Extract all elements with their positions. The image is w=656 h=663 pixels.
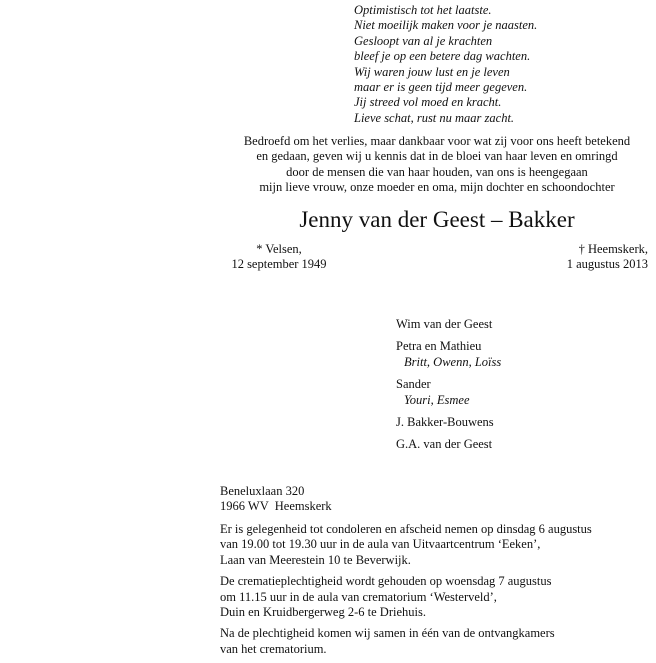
family-entry (396, 339, 501, 370)
notice-line: De crematieplechtigheid wordt gehouden op woensdag 7 augustus (220, 574, 552, 589)
poem-line: Optimistisch tot het laatste. (354, 3, 492, 17)
notice-line: Er is gelegenheid tot condoleren en afscheid nemen op dinsdag 6 augustus (220, 522, 592, 536)
poem-line: Wij waren jouw lust en je leven (354, 64, 510, 79)
announcement-line: en gedaan, geven wij u kennis dat in de bloei van haar leven en omringd (256, 149, 618, 164)
poem (354, 3, 537, 126)
notice-line: om 11.15 uur in de aula van crematorium ‘Westerveld’, (220, 589, 497, 604)
birth-info (229, 242, 329, 273)
poem-line: maar er is geen tijd meer gegeven. (354, 80, 528, 95)
poem-line: Lieve schat, rust nu maar zacht. (354, 110, 515, 125)
announcement-line: door de mensen die van haar houden, van ons is heengegaan (286, 164, 588, 179)
birth-date: 12 september 1949 (231, 257, 327, 272)
funeral-notices (220, 522, 592, 663)
gathering-notice (220, 626, 592, 657)
address-city: 1966 WV Heemskerk (220, 499, 332, 514)
notice-line: van 19.00 tot 19.30 uur in de aula van Uitvaartcentrum ‘Eeken’, (220, 537, 541, 552)
announcement-line: mijn lieve vrouw, onze moeder en oma, mijn dochter en schoondochter (259, 180, 615, 195)
address-street: Beneluxlaan 320 (220, 484, 305, 498)
correspondence-address (220, 484, 332, 515)
poem-line: Gesloopt van al je krachten (354, 33, 493, 48)
death-place: † Heemskerk, (578, 242, 648, 256)
death-info (548, 242, 648, 273)
announcement-text (222, 134, 652, 196)
family-entry (396, 317, 501, 332)
poem-line: Niet moeilijk maken voor je naasten. (354, 18, 538, 33)
family-name: Sander (396, 377, 431, 392)
deceased-name: Jenny van der Geest – Bakker (299, 207, 575, 232)
announcement-line: Bedroefd om het verlies, maar dankbaar voor wat zij voor ons heeft betekend (243, 134, 631, 148)
notice-line: Na de plechtigheid komen wij samen in één van de ontvangkamers (220, 626, 555, 641)
birth-place: * Velsen, (256, 242, 302, 256)
notice-line: van het crematorium. (220, 641, 327, 656)
family-entry (396, 415, 501, 430)
family-name: G.A. van der Geest (396, 437, 493, 452)
family-list (396, 317, 501, 460)
family-name: Petra en Mathieu (396, 339, 482, 354)
notice-line: Duin en Kruidbergerweg 2-6 te Driehuis. (220, 605, 426, 620)
family-entry (396, 377, 501, 408)
family-name: Wim van der Geest (396, 317, 493, 331)
family-name: J. Bakker-Bouwens (396, 415, 494, 430)
cremation-notice (220, 574, 592, 620)
family-children: Britt, Owenn, Loïss (404, 354, 502, 369)
family-children: Youri, Esmee (404, 392, 470, 407)
notice-line: Laan van Meerestein 10 te Beverwijk. (220, 552, 411, 567)
poem-line: bleef je op een betere dag wachten. (354, 49, 531, 64)
poem-line: Jij streed vol moed en kracht. (354, 95, 502, 110)
condolence-notice (220, 522, 592, 568)
death-date: 1 augustus 2013 (566, 257, 648, 272)
family-entry (396, 437, 501, 452)
